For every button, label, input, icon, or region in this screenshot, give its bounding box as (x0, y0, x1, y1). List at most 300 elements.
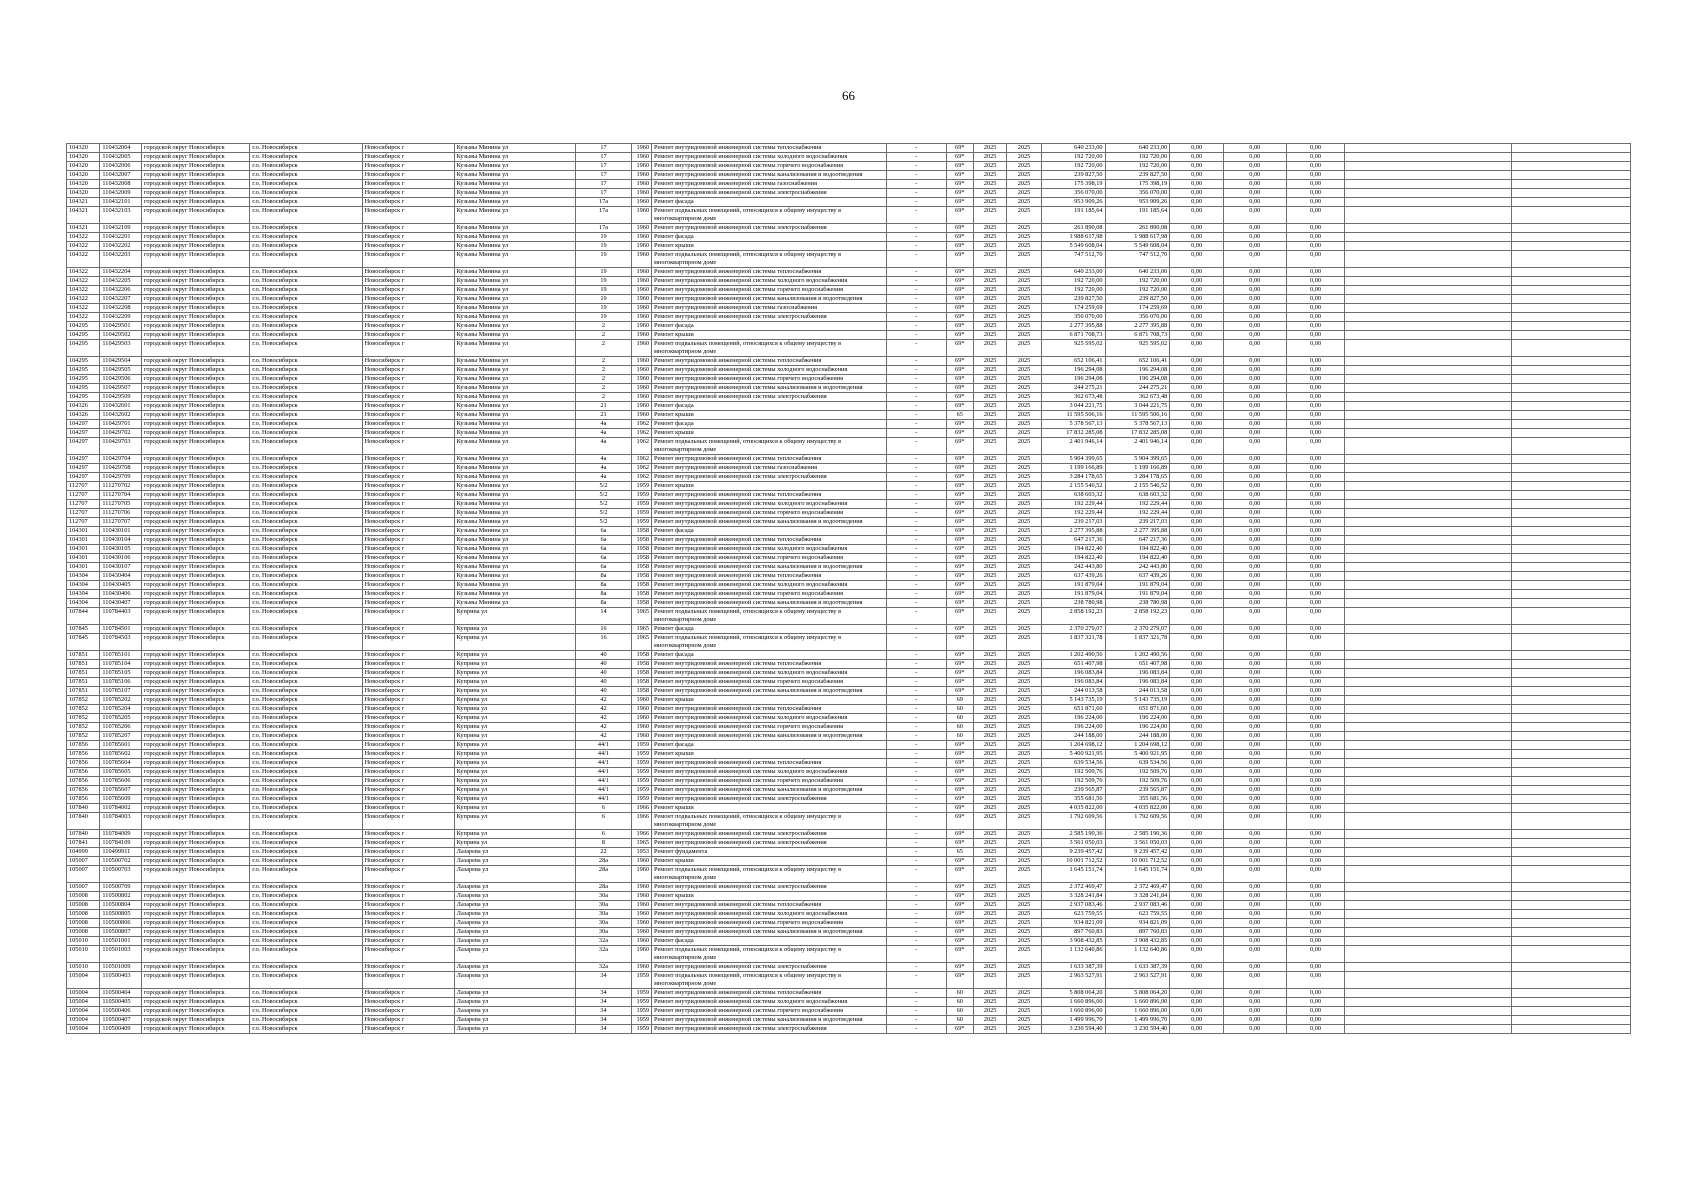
table-row (67, 286, 1631, 295)
cell-municipal-district: городской округ Новосибирск (141, 813, 249, 830)
cell-house-id: 105008 (67, 910, 100, 919)
cell-budget-federal: 0,00 (1170, 420, 1224, 429)
cell-locality: Новосибирск г (362, 741, 454, 750)
cell-work-type: Ремонт внутридомовой инженерной системы теплоснабжения (652, 901, 887, 910)
cell-street: Куприна ул (454, 687, 575, 696)
table-row (67, 198, 1631, 207)
cell-work-type: Ремонт внутридомовой инженерной системы холодного водоснабжения (652, 277, 887, 286)
cell-total-cost: 244 275,21 (1041, 384, 1105, 393)
cell-fund-cost: 1 633 387,39 (1105, 963, 1170, 972)
cell-house-id: 104320 (67, 180, 100, 189)
cell-unit: - (886, 366, 946, 375)
cell-budget-federal: 0,00 (1170, 919, 1224, 928)
cell-house-id: 104297 (67, 420, 100, 429)
cell-budget-local: 0,00 (1286, 972, 1345, 989)
cell-settlement: г.о. Новосибирск (250, 883, 362, 892)
cell-street: Лазарева ул (454, 972, 575, 989)
cell-house-number: 44/1 (576, 741, 632, 750)
cell-street: Куприна ул (454, 634, 575, 651)
cell-budget-regional: 0,00 (1223, 705, 1286, 714)
repair-plan-table-wrapper (66, 143, 1631, 1034)
cell-budget-local: 0,00 (1286, 420, 1345, 429)
cell-house-number: 6а (576, 554, 632, 563)
cell-municipal-district: городской округ Новосибирск (141, 402, 249, 411)
cell-fund-cost: 196 294,08 (1105, 375, 1170, 384)
cell-municipal-district: городской округ Новосибирск (141, 357, 249, 366)
cell-fund-cost: 2 401 946,14 (1105, 438, 1170, 455)
cell-year-start: 2025 (973, 660, 1006, 669)
cell-municipal-district: городской округ Новосибирск (141, 937, 249, 946)
cell-extra-col (1512, 669, 1631, 678)
cell-house-id: 104321 (67, 207, 100, 224)
cell-municipal-district: городской округ Новосибирск (141, 162, 249, 171)
cell-house-id: 104322 (67, 313, 100, 322)
cell-budget-federal: 0,00 (1170, 732, 1224, 741)
cell-year-start: 2025 (973, 171, 1006, 180)
cell-extra-col (1512, 634, 1631, 651)
cell-extra-col (1512, 171, 1631, 180)
cell-extra-col (1512, 251, 1631, 268)
cell-work-type: Ремонт внутридомовой инженерной системы теплоснабжения (652, 989, 887, 998)
cell-total-cost: 196 224,00 (1041, 714, 1105, 723)
cell-year-end: 2025 (1007, 910, 1041, 919)
cell-budget-regional: 0,00 (1223, 937, 1286, 946)
cell-municipal-district: городской округ Новосибирск (141, 322, 249, 331)
cell-budget-local: 0,00 (1286, 251, 1345, 268)
cell-locality: Новосибирск г (362, 375, 454, 384)
cell-budget-local: 0,00 (1286, 651, 1345, 660)
cell-house-number: 44/1 (576, 759, 632, 768)
cell-total-cost: 1 202 490,56 (1041, 651, 1105, 660)
cell-year-end: 2025 (1007, 768, 1041, 777)
cell-municipal-district: городской округ Новосибирск (141, 464, 249, 473)
cell-wear-percent: 69* (946, 545, 973, 554)
cell-budget-regional: 0,00 (1223, 563, 1286, 572)
cell-budget-federal: 0,00 (1170, 705, 1224, 714)
cell-budget-local: 0,00 (1286, 714, 1345, 723)
cell-build-year: 1960 (631, 910, 651, 919)
cell-total-cost: 5 904 399,65 (1041, 455, 1105, 464)
cell-year-end: 2025 (1007, 998, 1041, 1007)
cell-year-start: 2025 (973, 804, 1006, 813)
cell-total-cost: 191 879,04 (1041, 581, 1105, 590)
cell-fund-cost: 244 188,00 (1105, 732, 1170, 741)
cell-house-number: 6а (576, 527, 632, 536)
cell-unit: - (886, 714, 946, 723)
cell-work-type: Ремонт внутридомовой инженерной системы газоснабжения (652, 464, 887, 473)
cell-work-id: 110500702 (100, 857, 142, 866)
cell-municipal-district: городской округ Новосибирск (141, 848, 249, 857)
cell-build-year: 1960 (631, 340, 651, 357)
cell-wear-percent: 69* (946, 599, 973, 608)
cell-fund-cost: 1 988 617,98 (1105, 233, 1170, 242)
table-row (67, 750, 1631, 759)
cell-note-col (1345, 393, 1512, 402)
cell-budget-federal: 0,00 (1170, 268, 1224, 277)
cell-work-id: 110785602 (100, 750, 142, 759)
cell-note-col (1345, 786, 1512, 795)
cell-total-cost: 11 595 506,16 (1041, 411, 1105, 420)
table-row (67, 411, 1631, 420)
cell-budget-local: 0,00 (1286, 813, 1345, 830)
cell-work-type: Ремонт внутридомовой инженерной системы теплоснабжения (652, 759, 887, 768)
cell-house-number: 42 (576, 705, 632, 714)
cell-house-number: 21 (576, 402, 632, 411)
cell-build-year: 1960 (631, 866, 651, 883)
cell-work-id: 110500403 (100, 972, 142, 989)
cell-municipal-district: городской округ Новосибирск (141, 563, 249, 572)
cell-unit: - (886, 741, 946, 750)
cell-year-start: 2025 (973, 937, 1006, 946)
cell-locality: Новосибирск г (362, 411, 454, 420)
cell-year-end: 2025 (1007, 651, 1041, 660)
table-row (67, 1016, 1631, 1025)
cell-budget-regional: 0,00 (1223, 777, 1286, 786)
cell-year-end: 2025 (1007, 919, 1041, 928)
cell-work-id: 110429509 (100, 393, 142, 402)
cell-work-type: Ремонт внутридомовой инженерной системы горячего водоснабжения (652, 590, 887, 599)
cell-street: Лазарева ул (454, 901, 575, 910)
cell-year-start: 2025 (973, 830, 1006, 839)
cell-work-id: 110432202 (100, 242, 142, 251)
cell-extra-col (1512, 509, 1631, 518)
cell-locality: Новосибирск г (362, 732, 454, 741)
cell-budget-federal: 0,00 (1170, 242, 1224, 251)
cell-note-col (1345, 813, 1512, 830)
cell-extra-col (1512, 402, 1631, 411)
cell-year-start: 2025 (973, 777, 1006, 786)
cell-budget-local: 0,00 (1286, 572, 1345, 581)
cell-fund-cost: 356 070,00 (1105, 189, 1170, 198)
cell-budget-federal: 0,00 (1170, 518, 1224, 527)
cell-work-type: Ремонт подвальных помещений, относящихся к общему имуществу в многоквартирном доме (652, 251, 887, 268)
cell-unit: - (886, 669, 946, 678)
cell-wear-percent: 69* (946, 651, 973, 660)
cell-build-year: 1960 (631, 723, 651, 732)
cell-settlement: г.о. Новосибирск (250, 963, 362, 972)
cell-work-id: 110784403 (100, 608, 142, 625)
cell-budget-local: 0,00 (1286, 741, 1345, 750)
cell-work-type: Ремонт внутридомовой инженерной системы теплоснабжения (652, 572, 887, 581)
cell-extra-col (1512, 998, 1631, 1007)
cell-build-year: 1960 (631, 242, 651, 251)
cell-work-id: 110429501 (100, 322, 142, 331)
cell-build-year: 1960 (631, 857, 651, 866)
cell-house-id: 104326 (67, 402, 100, 411)
cell-build-year: 1960 (631, 268, 651, 277)
cell-fund-cost: 2 937 083,46 (1105, 901, 1170, 910)
cell-budget-federal: 0,00 (1170, 233, 1224, 242)
cell-budget-regional: 0,00 (1223, 171, 1286, 180)
cell-fund-cost: 2 277 395,88 (1105, 527, 1170, 536)
cell-extra-col (1512, 1007, 1631, 1016)
table-row (67, 901, 1631, 910)
cell-year-end: 2025 (1007, 714, 1041, 723)
cell-budget-federal: 0,00 (1170, 669, 1224, 678)
cell-year-start: 2025 (973, 759, 1006, 768)
cell-settlement: г.о. Новосибирск (250, 741, 362, 750)
cell-street: Куприна ул (454, 705, 575, 714)
cell-year-start: 2025 (973, 581, 1006, 590)
cell-work-id: 110784109 (100, 839, 142, 848)
cell-house-id: 104321 (67, 198, 100, 207)
cell-wear-percent: 69* (946, 857, 973, 866)
cell-build-year: 1953 (631, 848, 651, 857)
cell-year-end: 2025 (1007, 892, 1041, 901)
cell-locality: Новосибирск г (362, 910, 454, 919)
cell-note-col (1345, 804, 1512, 813)
cell-year-end: 2025 (1007, 340, 1041, 357)
cell-municipal-district: городской округ Новосибирск (141, 1007, 249, 1016)
cell-year-start: 2025 (973, 554, 1006, 563)
cell-total-cost: 934 821,09 (1041, 919, 1105, 928)
cell-extra-col (1512, 162, 1631, 171)
cell-budget-federal: 0,00 (1170, 340, 1224, 357)
cell-budget-regional: 0,00 (1223, 545, 1286, 554)
cell-locality: Новосибирск г (362, 901, 454, 910)
cell-budget-federal: 0,00 (1170, 366, 1224, 375)
cell-fund-cost: 196 224,00 (1105, 714, 1170, 723)
cell-street: Кузьмы Минина ул (454, 491, 575, 500)
cell-fund-cost: 11 595 506,16 (1105, 411, 1170, 420)
cell-budget-local: 0,00 (1286, 233, 1345, 242)
cell-wear-percent: 69* (946, 500, 973, 509)
cell-locality: Новосибирск г (362, 687, 454, 696)
cell-build-year: 1958 (631, 651, 651, 660)
cell-total-cost: 1 645 151,74 (1041, 866, 1105, 883)
cell-budget-regional: 0,00 (1223, 608, 1286, 625)
cell-work-type: Ремонт крыши (652, 331, 887, 340)
cell-house-number: 40 (576, 678, 632, 687)
cell-note-col (1345, 581, 1512, 590)
cell-work-id: 110430404 (100, 572, 142, 581)
cell-unit: - (886, 937, 946, 946)
cell-house-id: 105004 (67, 1016, 100, 1025)
cell-work-type: Ремонт подвальных помещений, относящихся к общему имуществу в многоквартирном доме (652, 946, 887, 963)
cell-budget-regional: 0,00 (1223, 304, 1286, 313)
cell-year-start: 2025 (973, 286, 1006, 295)
cell-settlement: г.о. Новосибирск (250, 998, 362, 1007)
cell-year-end: 2025 (1007, 375, 1041, 384)
cell-work-type: Ремонт внутридомовой инженерной системы холодного водоснабжения (652, 714, 887, 723)
cell-note-col (1345, 795, 1512, 804)
cell-note-col (1345, 144, 1512, 153)
cell-year-start: 2025 (973, 625, 1006, 634)
cell-work-type: Ремонт внутридомовой инженерной системы электроснабжения (652, 224, 887, 233)
cell-year-end: 2025 (1007, 554, 1041, 563)
cell-work-type: Ремонт внутридомовой инженерной системы канализования и водоотведения (652, 1016, 887, 1025)
cell-build-year: 1960 (631, 180, 651, 189)
cell-budget-local: 0,00 (1286, 687, 1345, 696)
cell-street: Куприна ул (454, 625, 575, 634)
cell-year-start: 2025 (973, 375, 1006, 384)
cell-work-type: Ремонт внутридомовой инженерной системы холодного водоснабжения (652, 768, 887, 777)
cell-work-id: 111270707 (100, 518, 142, 527)
cell-wear-percent: 69* (946, 491, 973, 500)
cell-year-end: 2025 (1007, 581, 1041, 590)
cell-settlement: г.о. Новосибирск (250, 1016, 362, 1025)
cell-wear-percent: 69* (946, 340, 973, 357)
cell-house-id: 104301 (67, 527, 100, 536)
cell-work-id: 110785609 (100, 795, 142, 804)
table-row (67, 714, 1631, 723)
cell-street: Кузьмы Минина ул (454, 384, 575, 393)
cell-build-year: 1962 (631, 473, 651, 482)
cell-budget-regional: 0,00 (1223, 527, 1286, 536)
cell-year-start: 2025 (973, 696, 1006, 705)
cell-street: Кузьмы Минина ул (454, 500, 575, 509)
cell-build-year: 1959 (631, 998, 651, 1007)
cell-settlement: г.о. Новосибирск (250, 813, 362, 830)
cell-street: Лазарева ул (454, 937, 575, 946)
cell-year-start: 2025 (973, 857, 1006, 866)
cell-year-end: 2025 (1007, 536, 1041, 545)
cell-build-year: 1960 (631, 928, 651, 937)
cell-fund-cost: 637 439,26 (1105, 572, 1170, 581)
cell-fund-cost: 175 398,19 (1105, 180, 1170, 189)
cell-locality: Новосибирск г (362, 322, 454, 331)
cell-street: Лазарева ул (454, 946, 575, 963)
cell-total-cost: 192 720,00 (1041, 277, 1105, 286)
cell-house-id: 107856 (67, 777, 100, 786)
repair-plan-table (66, 143, 1631, 1034)
cell-house-id: 107852 (67, 732, 100, 741)
cell-year-start: 2025 (973, 242, 1006, 251)
cell-work-id: 110501009 (100, 963, 142, 972)
cell-municipal-district: городской округ Новосибирск (141, 224, 249, 233)
cell-note-col (1345, 901, 1512, 910)
cell-municipal-district: городской округ Новосибирск (141, 286, 249, 295)
cell-work-type: Ремонт внутридомовой инженерной системы теплоснабжения (652, 268, 887, 277)
cell-fund-cost: 196 224,00 (1105, 723, 1170, 732)
cell-fund-cost: 355 681,56 (1105, 795, 1170, 804)
cell-year-end: 2025 (1007, 198, 1041, 207)
cell-house-number: 44/1 (576, 750, 632, 759)
cell-budget-federal: 0,00 (1170, 554, 1224, 563)
cell-street: Кузьмы Минина ул (454, 599, 575, 608)
cell-work-type: Ремонт крыши (652, 696, 887, 705)
cell-house-id: 112707 (67, 482, 100, 491)
cell-wear-percent: 69* (946, 313, 973, 322)
cell-municipal-district: городской округ Новосибирск (141, 830, 249, 839)
cell-work-type: Ремонт внутридомовой инженерной системы горячего водоснабжения (652, 678, 887, 687)
cell-fund-cost: 2 372 469,47 (1105, 883, 1170, 892)
cell-locality: Новосибирск г (362, 998, 454, 1007)
cell-extra-col (1512, 500, 1631, 509)
cell-settlement: г.о. Новосибирск (250, 545, 362, 554)
cell-budget-regional: 0,00 (1223, 1007, 1286, 1016)
cell-budget-federal: 0,00 (1170, 608, 1224, 625)
cell-year-end: 2025 (1007, 928, 1041, 937)
cell-budget-local: 0,00 (1286, 599, 1345, 608)
cell-budget-federal: 0,00 (1170, 795, 1224, 804)
cell-year-start: 2025 (973, 599, 1006, 608)
cell-total-cost: 3 908 432,85 (1041, 937, 1105, 946)
cell-house-id: 107840 (67, 804, 100, 813)
cell-extra-col (1512, 518, 1631, 527)
cell-house-id: 105004 (67, 972, 100, 989)
cell-extra-col (1512, 804, 1631, 813)
cell-unit: - (886, 723, 946, 732)
cell-budget-federal: 0,00 (1170, 189, 1224, 198)
cell-note-col (1345, 599, 1512, 608)
cell-budget-local: 0,00 (1286, 750, 1345, 759)
cell-total-cost: 1 499 996,70 (1041, 1016, 1105, 1025)
cell-house-id: 107852 (67, 696, 100, 705)
cell-year-start: 2025 (973, 848, 1006, 857)
cell-work-type: Ремонт внутридомовой инженерной системы электроснабжения (652, 393, 887, 402)
cell-budget-federal: 0,00 (1170, 581, 1224, 590)
cell-locality: Новосибирск г (362, 795, 454, 804)
cell-total-cost: 192 229,44 (1041, 509, 1105, 518)
cell-budget-regional: 0,00 (1223, 393, 1286, 402)
cell-work-id: 110429503 (100, 340, 142, 357)
cell-budget-local: 0,00 (1286, 536, 1345, 545)
cell-settlement: г.о. Новосибирск (250, 189, 362, 198)
cell-municipal-district: городской округ Новосибирск (141, 901, 249, 910)
cell-municipal-district: городской округ Новосибирск (141, 554, 249, 563)
cell-municipal-district: городской округ Новосибирск (141, 393, 249, 402)
cell-extra-col (1512, 732, 1631, 741)
cell-year-end: 2025 (1007, 295, 1041, 304)
cell-fund-cost: 651 407,98 (1105, 660, 1170, 669)
cell-municipal-district: городской округ Новосибирск (141, 429, 249, 438)
table-row (67, 277, 1631, 286)
cell-year-start: 2025 (973, 687, 1006, 696)
cell-fund-cost: 6 871 708,73 (1105, 331, 1170, 340)
cell-fund-cost: 3 044 221,75 (1105, 402, 1170, 411)
cell-locality: Новосибирск г (362, 429, 454, 438)
cell-house-number: 30а (576, 892, 632, 901)
cell-note-col (1345, 411, 1512, 420)
cell-locality: Новосибирск г (362, 634, 454, 651)
cell-municipal-district: городской округ Новосибирск (141, 759, 249, 768)
cell-fund-cost: 640 233,00 (1105, 268, 1170, 277)
cell-fund-cost: 192 229,44 (1105, 500, 1170, 509)
cell-unit: - (886, 928, 946, 937)
cell-budget-regional: 0,00 (1223, 518, 1286, 527)
cell-fund-cost: 192 720,00 (1105, 286, 1170, 295)
cell-build-year: 1960 (631, 322, 651, 331)
cell-year-end: 2025 (1007, 251, 1041, 268)
cell-house-number: 2 (576, 322, 632, 331)
cell-unit: - (886, 144, 946, 153)
cell-settlement: г.о. Новосибирск (250, 777, 362, 786)
cell-unit: - (886, 420, 946, 429)
cell-build-year: 1962 (631, 464, 651, 473)
cell-work-id: 110785105 (100, 669, 142, 678)
cell-build-year: 1959 (631, 500, 651, 509)
cell-municipal-district: городской округ Новосибирск (141, 375, 249, 384)
cell-note-col (1345, 518, 1512, 527)
cell-house-number: 19 (576, 304, 632, 313)
cell-municipal-district: городской округ Новосибирск (141, 777, 249, 786)
table-row (67, 518, 1631, 527)
cell-locality: Новосибирск г (362, 883, 454, 892)
cell-house-number: 17а (576, 198, 632, 207)
cell-house-id: 112707 (67, 491, 100, 500)
cell-budget-regional: 0,00 (1223, 286, 1286, 295)
cell-municipal-district: городской округ Новосибирск (141, 482, 249, 491)
cell-budget-local: 0,00 (1286, 500, 1345, 509)
cell-street: Кузьмы Минина ул (454, 554, 575, 563)
cell-house-id: 107840 (67, 830, 100, 839)
cell-unit: - (886, 313, 946, 322)
cell-budget-local: 0,00 (1286, 857, 1345, 866)
cell-budget-regional: 0,00 (1223, 857, 1286, 866)
cell-municipal-district: городской округ Новосибирск (141, 963, 249, 972)
cell-municipal-district: городской округ Новосибирск (141, 153, 249, 162)
